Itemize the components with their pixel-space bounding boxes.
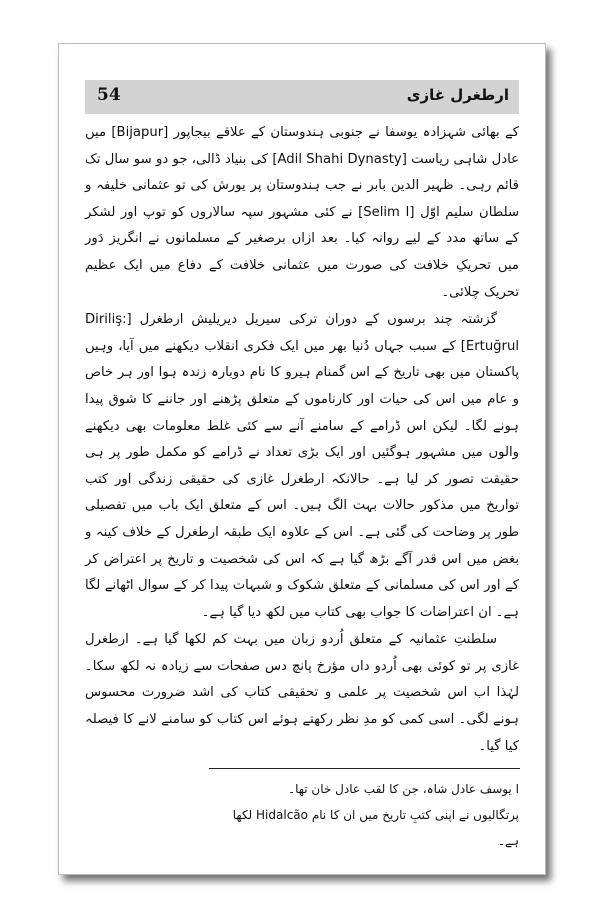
footnote-2: پرتگالیوں نے اپنی کتبِ تاریخ میں ان کا نام Hidalcão لکھا ہے۔ (232, 808, 519, 848)
footnotes (209, 776, 519, 854)
footnote-divider (209, 768, 520, 769)
footnote-1: ا یوسف عادل شاہ، جن کا لقب عادل خان تھا۔ (288, 782, 519, 796)
paragraph-2: گزشتہ چند برسوں کے دوران ترکی سیریل دیریلیش ارطغرل [Diriliş: Ertuğrul] کے سبب جہاں دُنیا بھر میں ایک فکری انقلاب دیکھنے میں آیا، وہیں پاکستان میں بھی تاریخ کے اس گمنام ہیرو کا نام دوبارہ زندہ ہوا اور ہر خاص و عام میں اس کی حیات اور کارناموں کے متعلق پڑھنے اور جاننے کا شوق پیدا ہونے لگا۔ لیکن اس ڈرامے کے سامنے آنے سے کئی غلط معلومات بھی دیکھنے والوں میں مشہور ہوگئیں اور ایک بڑی تعداد نے ڈرامے کو مکمل طور پر ہی حقیقت تصور کر لیا ہے۔ حالانکہ ارطغرل غازی کی حقیقی زندگی اور کتب تواریخ میں مذکور حالات بہت الگ ہیں۔ اس کے متعلق ایک باب میں تفصیلی طور پر وضاحت کی گئی ہے۔ اس کے علاوہ ایک طبقہ ارطغرل کے خلاف کینہ و بغض میں اس قدر آگے بڑھ گیا ہے کہ اس کی شخصیت و تاریخ پر اعتراض کر کے اور اس کی مسلمانی کے متعلق شکوک و شبہات پیدا کر کے سوال اٹھانے لگا ہے۔ ان اعتراضات کا جواب بھی کتاب میں لکھ دیا گیا ہے۔ (85, 312, 519, 620)
paragraph-1: کے بھائی شہزادہ یوسفا نے جنوبی ہندوستان کے علاقے بیجاپور [Bijapur] میں عادل شاہی ریاست [Adil Shahi Dynasty] کی بنیاد ڈالی، جو دو سو سال تک قائم رہی۔ ظہیر الدین بابر نے جب ہندوستان پر یورش کی تو عثمانی خلیفہ و سلطان سلیم اوّل [Selim I] نے کئی مشہور سپہ سالاروں کو توپ اور لشکر کے ساتھ مدد کے لیے روانہ کیا۔ بعد ازاں برصغیر کے مسلمانوں نے انگریز دَور میں تحریکِ خلافت کی صورت میں عثمانی خلافت کے دفاع میں ایک عظیم تحریک چلائی۔ (85, 125, 520, 300)
book-title: ارطغرل غازی (406, 86, 509, 104)
body-text (85, 120, 519, 760)
running-header (85, 80, 519, 114)
paragraph-3: سلطنتِ عثمانیہ کے متعلق اُردو زبان میں بہت کم لکھا گیا ہے۔ ارطغرل غازی پر تو کوئی بھی اُردو داں مؤرخ پانچ دس صفحات سے زیادہ نہ لکھ سکا۔ لہٰذا اب اس شخصیت پر علمی و تحقیقی کتاب کی اشد ضرورت محسوس ہونے لگی۔ اسی کمی کو مدِ نظر رکھتے ہوئے اس کتاب کو سامنے لانے کا فیصلہ کیا گیا۔ (85, 632, 519, 754)
book-page (58, 43, 546, 875)
page-number: 54 (97, 85, 121, 105)
